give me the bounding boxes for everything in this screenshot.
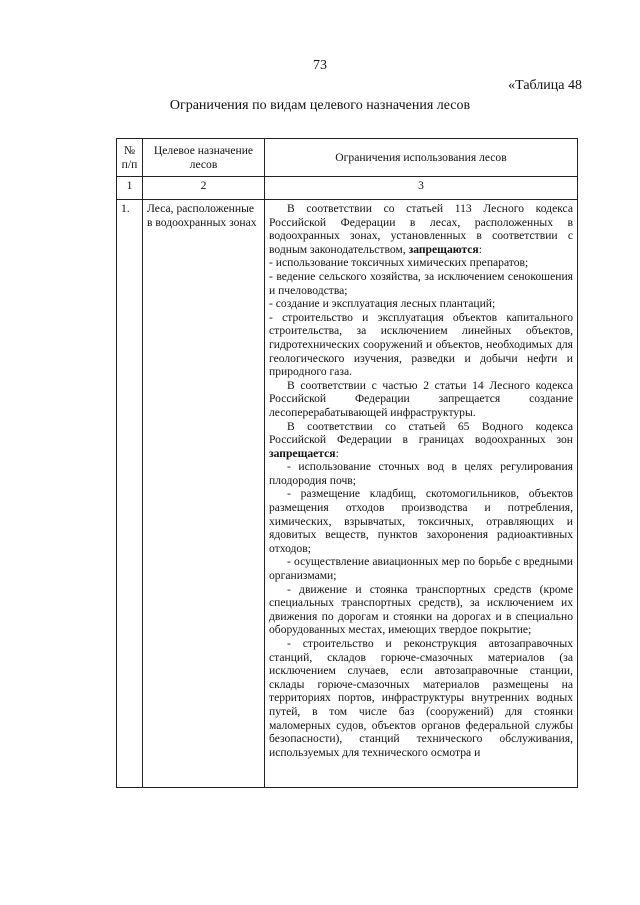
table-header-row — [117, 139, 578, 177]
restrictions-table — [116, 138, 578, 788]
restriction-paragraph — [269, 256, 573, 270]
restriction-paragraph — [269, 487, 573, 555]
index-3: 3 — [265, 177, 578, 200]
restriction-paragraph — [269, 555, 573, 582]
restriction-emphasis: запрещаются — [408, 242, 479, 256]
restriction-paragraph — [269, 460, 573, 487]
restriction-text: В соответствии со статьей 65 Водного кодекса Российской Федерации в границах водоохранных зон — [269, 419, 573, 447]
row-number: 1. — [117, 200, 143, 788]
restriction-paragraph — [269, 202, 573, 256]
restriction-paragraph — [269, 270, 573, 297]
row-restrictions — [265, 200, 578, 788]
restriction-text: - использование токсичных химических препаратов; — [269, 256, 529, 270]
restriction-paragraph — [269, 311, 573, 379]
header-number: № п/п — [117, 139, 143, 177]
restriction-text: - строительство и эксплуатация объектов капитального строительства, за исключением линейных объектов, гидротехнических сооружений и объектов, необходимых для геологического изучения, разведки и добычи нефти и природного газа. — [269, 310, 573, 379]
restriction-paragraph — [269, 583, 573, 637]
restriction-paragraph — [269, 379, 573, 420]
row-purpose: Леса, расположенные в водоохранных зонах — [143, 200, 265, 788]
restriction-text: - движение и стоянка транспортных средств (кроме специальных транспортных средств), за исключением их движения по дорогам и стоянки на дорогах и в специально оборудованных местах, имеющих твердое покрытие; — [269, 582, 573, 637]
document-title: Ограничения по видам целевого назначения лесов — [169, 98, 471, 113]
table-label: «Таблица 48 — [508, 78, 582, 93]
restriction-text: - ведение сельского хозяйства, за исключением сенокошения и пчеловодства; — [269, 269, 573, 297]
restriction-tail: : — [335, 446, 339, 460]
header-restrictions: Ограничения использования лесов — [265, 139, 578, 177]
header-purpose: Целевое назначение лесов — [143, 139, 265, 177]
table-row — [117, 200, 578, 788]
restriction-tail: : — [478, 242, 482, 256]
restriction-text: - создание и эксплуатация лесных плантаций; — [269, 297, 496, 311]
restriction-paragraph — [269, 637, 573, 759]
restriction-text: - осуществление авиационных мер по борьбе с вредными организмами; — [269, 555, 573, 583]
restriction-text: - строительство и реконструкция автозаправочных станций, складов горюче-смазочных материалов (за исключением случаев, если автозаправочные станции, склады горюче-смазочных материалов размещены на территориях портов, инфраструктуры внутренних водных путей, в том числе баз (сооружений) для стоянки маломерных судов, объектов органов федеральной службы безопасности), станций технического обслуживания, используемых для технического осмотра и — [269, 637, 573, 759]
restriction-paragraph — [269, 297, 573, 311]
index-1: 1 — [117, 177, 143, 200]
restriction-text: В соответствии с частью 2 статьи 14 Лесного кодекса Российской Федерации запрещается создание лесоперерабатывающей инфраструктуры. — [269, 378, 573, 419]
restriction-text: - размещение кладбищ, скотомогильников, объектов размещения отходов производства и потребления, химических, взрывчатых, токсичных, отравляющих и ядовитых веществ, пунктов захоронения радиоактивных отходов; — [269, 487, 573, 555]
column-index-row — [117, 177, 578, 200]
restriction-text: В соответствии со статьей 113 Лесного кодекса Российской Федерации в лесах, расположенных в водоохранных зонах, установленных в соответствии с водным законодательством, — [269, 202, 573, 256]
restriction-paragraph — [269, 420, 573, 461]
index-2: 2 — [143, 177, 265, 200]
restriction-emphasis: запрещается — [269, 446, 336, 460]
page-number: 73 — [313, 58, 327, 73]
restriction-text: - использование сточных вод в целях регулирования плодородия почв; — [269, 460, 573, 487]
